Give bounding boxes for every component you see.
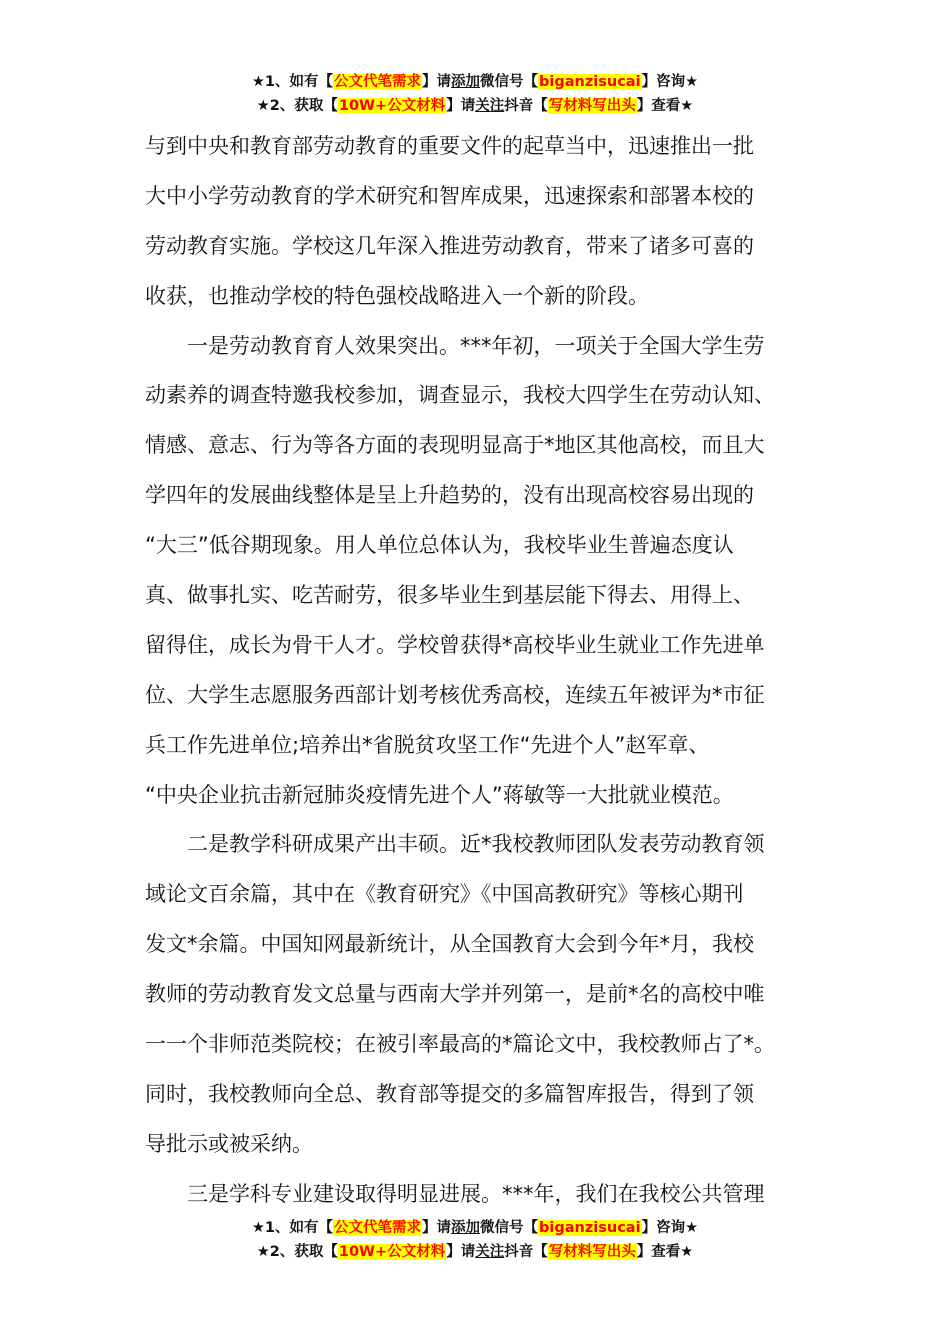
paragraph-research-results	[145, 820, 820, 1169]
highlight-douyin-account: 写材料写出头	[548, 1244, 636, 1260]
notice-text: 添加	[451, 1220, 481, 1236]
paragraph-intro	[145, 122, 820, 322]
notice-text: 】咨询★	[641, 74, 699, 90]
highlight-wechat-id: biganzisucai	[539, 74, 641, 90]
document-body	[145, 122, 820, 1220]
notice-text: 】查看★	[636, 98, 694, 114]
text-line: 教师的劳动教育发文总量与西南大学并列第一，是前*名的高校中唯	[145, 982, 765, 1007]
highlight-materials: 10W+公文材料	[338, 98, 446, 114]
notice-text: 】查看★	[636, 1244, 694, 1260]
notice-text: ★2、获取【	[256, 1244, 338, 1260]
highlight-materials: 10W+公文材料	[338, 1244, 446, 1260]
paragraph-discipline-progress	[145, 1170, 820, 1220]
highlight-ghostwriting: 公文代笔需求	[334, 1220, 422, 1236]
text-line: 留得住，成长为骨干人才。学校曾获得*高校毕业生就业工作先进单	[145, 632, 765, 657]
text-line: “中央企业抗击新冠肺炎疫情先进个人”蒋敏等一大批就业模范。	[145, 782, 734, 807]
notice-text: 】请	[446, 98, 476, 114]
text-line: 一是劳动教育育人效果突出。***年初，一项关于全国大学生劳	[145, 333, 765, 358]
highlight-douyin-account: 写材料写出头	[548, 98, 636, 114]
text-line: 发文*余篇。中国知网最新统计，从全国教育大会到今年*月，我校	[145, 932, 754, 957]
header-notice	[0, 70, 950, 118]
notice-text: ★1、如有【	[251, 1220, 334, 1236]
notice-line-2	[0, 1240, 950, 1264]
text-line: 与到中央和教育部劳动教育的重要文件的起草当中，迅速推出一批	[145, 134, 754, 158]
text-line: 情感、意志、行为等各方面的表现明显高于*地区其他高校，而且大	[145, 433, 765, 458]
text-line: 学四年的发展曲线整体是呈上升趋势的，没有出现高校容易出现的	[145, 483, 754, 508]
text-line: 收获，也推动学校的特色强校战略进入一个新的阶段。	[145, 283, 649, 308]
text-line: 同时，我校教师向全总、教育部等提交的多篇智库报告，得到了领	[145, 1081, 754, 1106]
notice-text: ★1、如有【	[251, 74, 334, 90]
notice-line-2	[0, 94, 950, 118]
notice-text: 】请	[422, 74, 452, 90]
text-line: 劳动教育实施。学校这几年深入推进劳动教育，带来了诸多可喜的	[145, 233, 754, 258]
notice-text: 抖音【	[504, 98, 548, 114]
notice-text: 添加	[451, 74, 481, 90]
text-line: 三是学科专业建设取得明显进展。***年，我们在我校公共管理	[145, 1181, 765, 1206]
text-line: 域论文百余篇，其中在《教育研究》《中国高教研究》等核心期刊	[145, 882, 744, 907]
notice-text: 抖音【	[504, 1244, 548, 1260]
notice-text: 关注	[475, 98, 505, 114]
footer-notice	[0, 1216, 950, 1264]
highlight-ghostwriting: 公文代笔需求	[334, 74, 422, 90]
text-line: 兵工作先进单位;培养出*省脱贫攻坚工作“先进个人”赵军章、	[145, 732, 710, 757]
notice-text: 关注	[475, 1244, 505, 1260]
text-line: 大中小学劳动教育的学术研究和智库成果，迅速探索和部署本校的	[145, 183, 754, 208]
notice-line-1	[0, 70, 950, 94]
notice-line-1	[0, 1216, 950, 1240]
text-line: 导批示或被采纳。	[145, 1131, 313, 1156]
notice-text: 】请	[446, 1244, 476, 1260]
text-line: 二是教学科研成果产出丰硕。近*我校教师团队发表劳动教育领	[145, 832, 765, 857]
text-line: 位、大学生志愿服务西部计划考核优秀高校，连续五年被评为*市征	[145, 682, 765, 707]
paragraph-labor-education-results	[145, 322, 820, 821]
notice-text: 】请	[422, 1220, 452, 1236]
text-line: 一一个非师范类院校；在被引率最高的*篇论文中，我校教师占了*。	[145, 1032, 775, 1057]
notice-text: 微信号【	[480, 1220, 539, 1236]
highlight-wechat-id: biganzisucai	[539, 1220, 641, 1236]
text-line: 动素养的调查特邀我校参加，调查显示，我校大四学生在劳动认知、	[145, 383, 775, 408]
notice-text: 】咨询★	[641, 1220, 699, 1236]
text-line: 真、做事扎实、吃苦耐劳，很多毕业生到基层能下得去、用得上、	[145, 583, 754, 608]
text-line: “大三”低谷期现象。用人单位总体认为，我校毕业生普遍态度认	[145, 533, 734, 558]
notice-text: 微信号【	[480, 74, 539, 90]
notice-text: ★2、获取【	[256, 98, 338, 114]
